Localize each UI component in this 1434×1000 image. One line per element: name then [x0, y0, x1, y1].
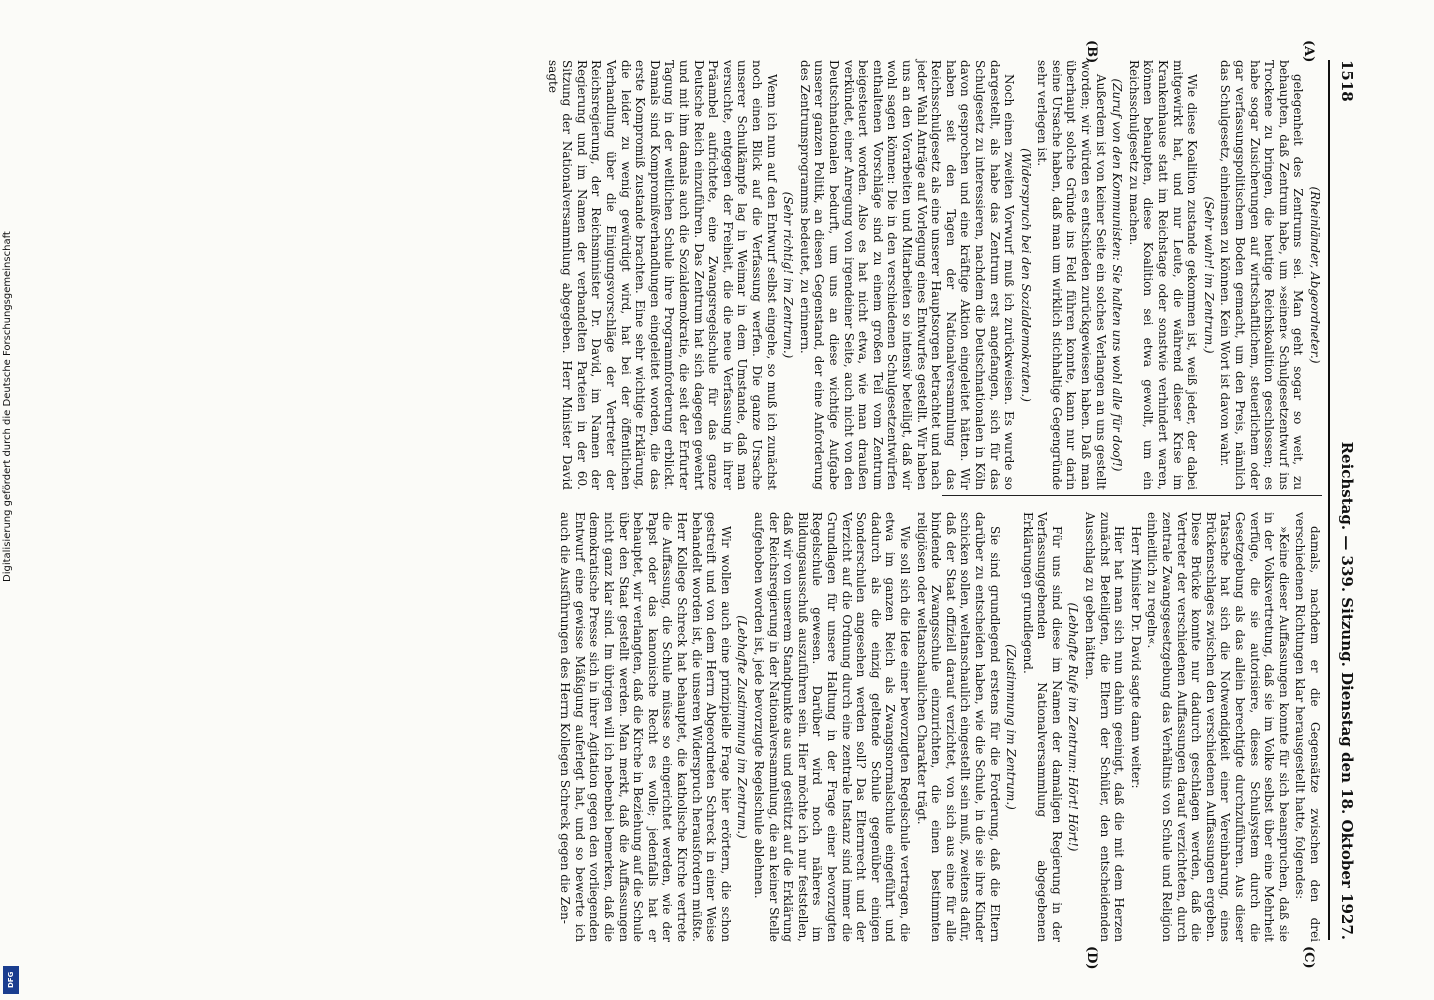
left-column-paragraph: (Zuruf von den Kommunisten: Sie halten uns wohl alle für doof!) [1110, 78, 1125, 472]
right-column-paragraph: (Lebhafte Zustimmung im Zentrum.) [735, 615, 750, 839]
right-column-paragraph: Wie soll sich die Idee einer bevorzugten Regelschule vertragen, die etwa im ganzen Reich als Zwangsnormalschule eingeführt und dadurch als die einzig geltende Schule gegenüber einigen Sonderschulen angesehen werden soll? Das Elternrecht und der Verzicht auf die Ordnung durch eine zentrale Instanz sind immer die Grundlagen für unsere Haltung in der Frage einer bevorzugten Regelschule gewesen. Darüber wird noch näheres im Bildungsausschuß auszuführen sein. Hier möchte ich nur feststellen, daß wir von unserem Standpunkte aus und gestützt auf die Erklärung der Reichsregierung in der Nationalversammlung, die an keiner Stelle aufgehoben worden ist, jede bevorzugte Regelschule ablehnen. [752, 512, 912, 942]
right-column-paragraph: Herr Minister Dr. David sagte dann weiter: [1128, 526, 1143, 789]
margin-marker-b: (B) [1084, 40, 1099, 64]
margin-marker-c: (C) [1301, 946, 1316, 969]
page-number: 1518 [1338, 60, 1356, 102]
left-column-paragraph: Außerdem ist von keiner Seite ein solches Verlangen an uns gestellt worden; wir würden es entschieden zurückgewiesen haben. Daß man überhaupt solche Gründe ins Feld führen konnte, kann nur darin seine Ursache haben, daß man um wirklich stichhaltige Gegengründe sehr verlegen ist. [1035, 60, 1108, 490]
margin-marker-a: (A) [1301, 40, 1316, 63]
left-column [543, 60, 1322, 490]
left-column-paragraph: Wenn ich nun auf den Entwurf selbst eingehe, so muß ich zunächst noch einen Blick auf die Verfassung werfen. Die ganze Ursache unserer Schulkämpfe lag in Weimar in dem Umstande, daß man versuchte, entgegen der Freiheit, die die neue Verfassung in ihrer Präambel aufrichtete, eine Zwangsregelschule für das ganze Deutsche Reich einzuführen. Das Zentrum hat sich dagegen gewehrt und mit ihm damals auch die Sozialdemokratie, die seit der Erfurter Tagung in der weltlichen Schule ihre Programmforderung erblickt. Damals sind Kompromißverhandlungen eingeleitet worden, die das erste Kompromiß zustande brachten. Eine sehr wichtige Erklärung, die leider zu wenig gewürdigt wird, hat bei der öffentlichen Verhandlung über die Einigungsvorschläge der Vertreter der Reichsregierung, der Reichsminister Dr. David, im Namen der Regierung und im Namen der verbandelten Parteien in der 60. Sitzung der Nationalversammlung abgegeben. Herr Minister David sagte [545, 60, 779, 490]
right-column-paragraph: Hier hat man sich nun dahin geeinigt, daß die mit dem Herzen zunächst Beteiligten, die Eltern der Schüler, den entscheidenden Ausschlag zu geben hätten. [1083, 512, 1127, 942]
right-column-paragraph: (Lebhafte Rufe im Zentrum: Hört! Hört!) [1066, 602, 1081, 852]
right-column-paragraph: Sie sind grundlegend erstens für die Forderung, daß die Eltern darüber zu entscheiden haben, wie die Schule, in die sie ihre Kinder schicken sollen, weltanschaulich eingestellt sein muß, zweitens dafür, daß der Staat offiziell darauf verzichtet, von sich aus eine für alle bindende Zwangsschule einzurichten, die einen bestimmten religiösen oder weltanschaulichen Charakter trägt. [914, 512, 1002, 942]
left-column-paragraph: Wie diese Koalition zustande gekommen ist, weiß jeder, der dabei mitgewirkt hat, und nur Leute, die während dieser Krise im Krankenhause statt im Reichstage oder sonstwie verhindert waren, können behaupten, diese Koalition sei etwa gewollt, um ein Reichsschulgesetz zu machen. [1126, 60, 1200, 490]
header-rule [1328, 60, 1330, 940]
dfg-logo-text: DFG [7, 971, 15, 989]
column-divider [942, 495, 1322, 496]
margin-marker-d: (D) [1084, 946, 1099, 970]
left-column-paragraph: gelegenheit des Zentrums sei. Man geht sogar so weit, zu behaupten, daß Zentrum habe, um »seinen« Schulgesetzentwurf ins Trockene zu bringen, die heutige Reichskoalition geschlossen; es habe sogar Zusicherungen auf wirtschaftlichem, steuerlichem oder gar verfassungspolitischem Boden gemacht, um den Preis, nämlich das Schulgesetz, einheimsen zu können. Kein Wort ist davon wahr. [1218, 60, 1306, 490]
right-column-paragraph: Für uns sind diese im Namen der damaligen Regierung in der Verfassunggebenden Nationalversammlung abgegebenen Erklärungen grundlegend. [1020, 512, 1064, 942]
right-column [556, 512, 1322, 942]
right-column-paragraph: damals, nachdem er die Gegensätze zwischen den drei verschiedenen Richtungen klar herausgestellt hatte, folgendes: [1293, 512, 1322, 942]
page-title: Reichstag. — 339. Sitzung. Dienstag den 18. Oktober 1927. [1338, 441, 1356, 940]
right-column-paragraph: »Keine dieser Auffassungen konnte für sich beanspruchen, daß sie in der Volksvertretung, daß sie im Volke selbst über eine Mehrheit verfüge, die sie autorisiere, dieses Schulsystem durch die Gesetzgebung als das allein berechtigte durchzuführen. Aus dieser Tatsache hat sich die Notwendigkeit einer Vereinbarung, eines Brückenschlages zwischen den verschiedenen Auffassungen ergeben. Diese Brücke konnte nur dadurch geschlagen werden, daß die Vertreter der verschiedenen Auffassungen darauf verzichteten, durch zentrale Zwangsgesetzgebung das Verhältnis von Schule und Religion einheitlich zu regeln«. [1145, 512, 1291, 942]
right-column-paragraph: (Zustimmung im Zentrum.) [1004, 644, 1019, 810]
running-header [1334, 60, 1356, 940]
left-column-paragraph: (Widerspruch bei den Sozialdemokraten.) [1018, 148, 1033, 402]
right-column-paragraph: Wir wollen auch eine prinzipielle Frage hier erörtern, die schon gestreift und von dem Herrn Abgeordneten Schreck in einer Weise behandelt worden ist, die unseren Widerspruch herausfordern müßte. Herr Kollege Schreck hat behauptet, die katholische Kirche vertrete die Auffassung, die Schule müsse so eingerichtet werden, wie der Papst oder das kanonische Recht es wolle; jedenfalls hat er behauptet, wir verlangten, daß die Kirche in Beziehung auf die Schule über den Staat gestellt werden. Man merkt, daß die Auffassungen nicht ganz klar sind. Im übrigen will ich nebenbei bemerken, daß die demokratische Presse sich in ihrer Agitation gegen den vorliegenden Entwurf eine gewisse Mäßigung auferlegt hat, und so bewerte ich auch die Ausführungen des Herrn Kollegen Schreck gegen die Zen- [558, 512, 733, 942]
left-column-paragraph: (Rheinländer, Abgeordneter.) [1308, 186, 1322, 364]
digitization-credit: Digitalisierung gefördert durch die Deutsche Forschungsgemeinschaft [2, 231, 13, 582]
left-column-paragraph: Noch einen zweiten Vorwurf muß ich zurückweisen. Es wurde so dargestellt, als habe das Zentrum erst angefangen, sich für das Schulgesetz zu interessieren, nachdem die Deutschnationalen in Köln davon gesprochen und eine kräftige Aktion eingeleitet hätten. Wir haben seit den Tagen der Nationalversammlung das Reichsschulgesetz als eine unserer Hauptsorgen betrachtet und nach jeder Wahl Anträge auf Vorlegung eines Entwurfes gestellt. Wir haben uns an den Vorarbeiten und Mitarbeiten so intensiv beteiligt, daß wir wohl sagen können: Die in den verschiedenen Schulgesetzentwürfen enthaltenen Vorschläge sind zu einem großen Teil vom Zentrum beigesteuert worden. Also es hat nicht etwa, wie man draußen verkündet, einer Anregung von irgendeiner Seite, auch nicht von den Deutschnationalen bedurft, um uns an diese wichtige Aufgabe unserer ganzen Politik, an diesen Gegenstand, der eine Anforderung des Zentrumsprogramms bedeutet, zu erinnern. [797, 60, 1017, 490]
left-column-paragraph: (Sehr wahr! im Zentrum.) [1201, 196, 1216, 354]
side-credit-strip [0, 0, 20, 1000]
left-column-paragraph: (Sehr richtig! im Zentrum.) [781, 191, 796, 359]
dfg-logo [3, 966, 19, 994]
